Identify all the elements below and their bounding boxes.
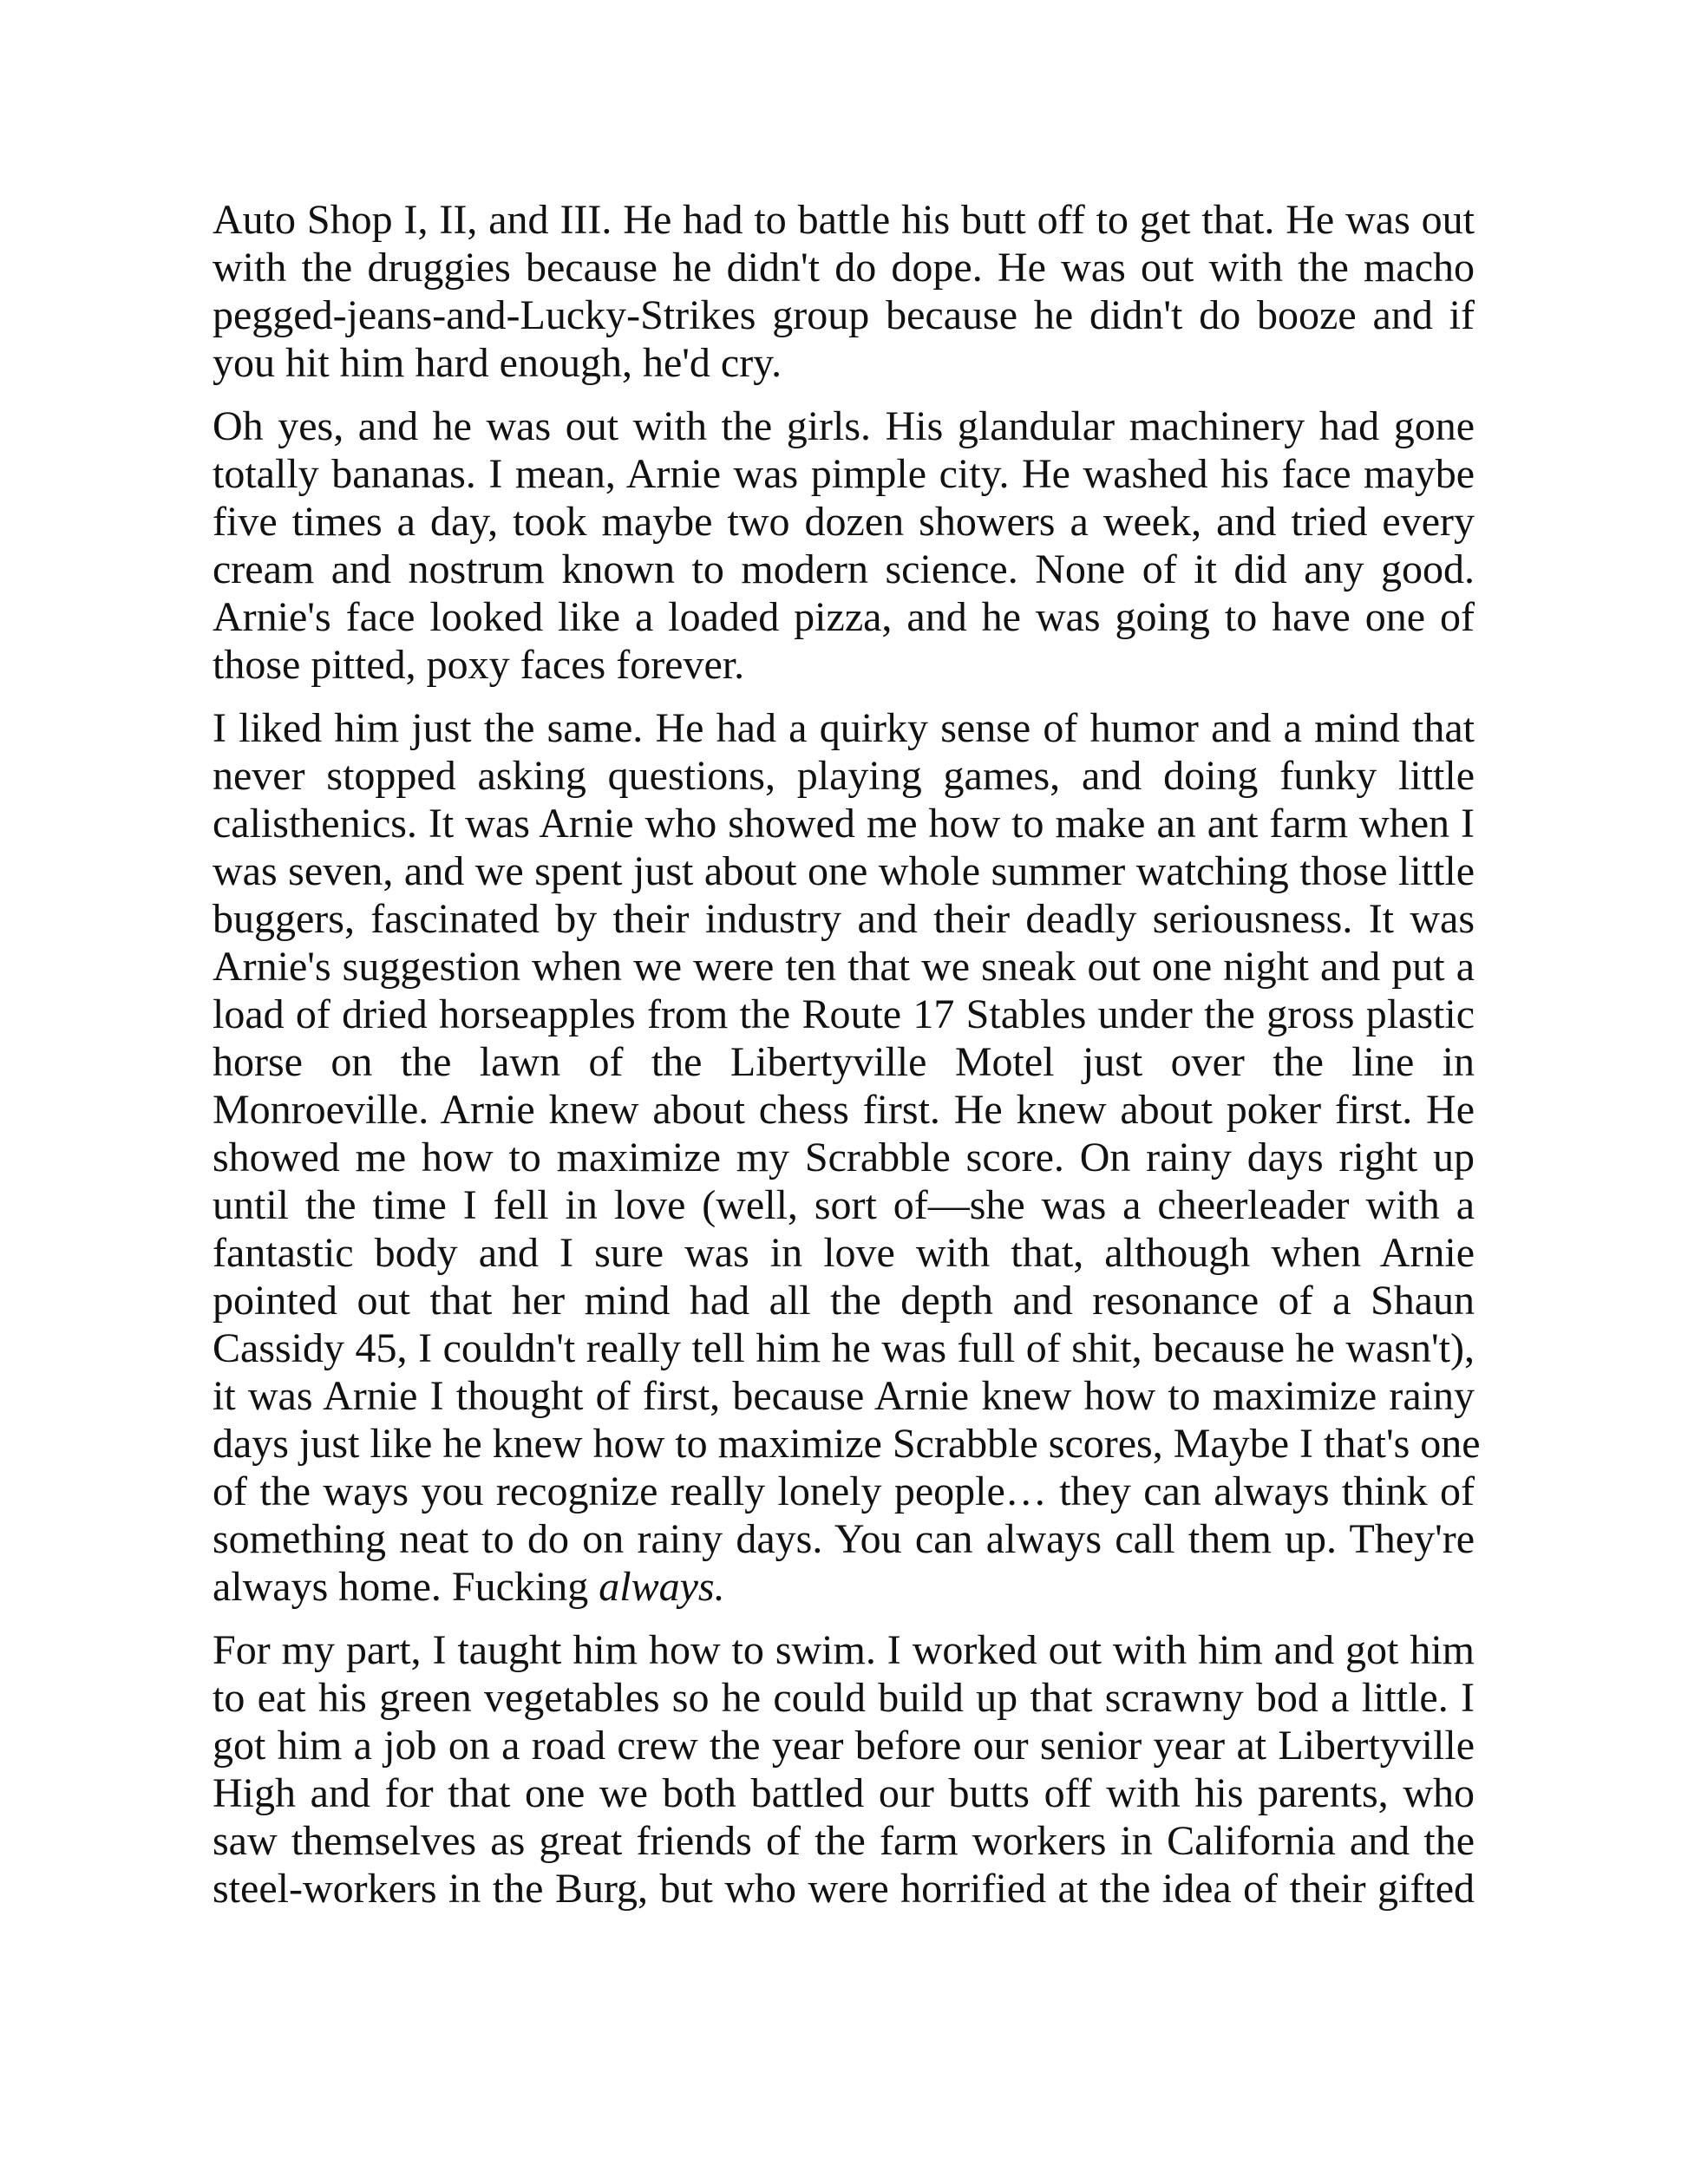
text-line: cream and nostrum known to modern science. None of it did any good.: [213, 546, 1475, 592]
text-line: until the time I fell in love (well, sort of—she was a cheerleader with a: [213, 1182, 1475, 1228]
text-line: with the druggies because he didn't do dope. He was out with the macho: [213, 245, 1475, 291]
text-line: Oh yes, and he was out with the girls. His glandular machinery had gone: [213, 403, 1475, 449]
text-line: [213, 1563, 1475, 1611]
text-line: buggers, fascinated by their industry and their deadly seriousness. It was: [213, 896, 1475, 942]
text-line: Arnie's face looked like a loaded pizza, and he was going to have one of: [213, 594, 1475, 640]
text-line: totally bananas. I mean, Arnie was pimple city. He washed his face maybe: [213, 451, 1475, 497]
text-line: Monroeville. Arnie knew about chess first. He knew about poker first. He: [213, 1087, 1475, 1133]
paragraph-1: [213, 196, 1475, 387]
body-text: [213, 196, 1481, 1928]
text-line: For my part, I taught him how to swim. I worked out with him and got him: [213, 1627, 1475, 1673]
text-line: Auto Shop I, II, and III. He had to battle his butt off to get that. He was out: [213, 197, 1475, 243]
text-line: load of dried horseapples from the Route 17 Stables under the gross plastic: [213, 991, 1475, 1037]
text-line: showed me how to maximize my Scrabble score. On rainy days right up: [213, 1135, 1475, 1180]
text-line: it was Arnie I thought of first, because Arnie knew how to maximize rainy: [213, 1373, 1475, 1419]
text-fragment: always home. Fucking: [213, 1564, 599, 1610]
text-line: I liked him just the same. He had a quirky sense of humor and a mind that: [213, 705, 1475, 751]
text-line: you hit him hard enough, he'd cry.: [213, 340, 782, 386]
text-line: steel-workers in the Burg, but who were horrified at the idea of their gifted: [213, 1866, 1475, 1912]
text-line: something neat to do on rainy days. You can always call them up. They're: [213, 1516, 1475, 1562]
text-line: five times a day, took maybe two dozen showers a week, and tried every: [213, 499, 1475, 545]
text-line: to eat his green vegetables so he could build up that scrawny bod a little. I: [213, 1675, 1475, 1721]
text-line: was seven, and we spent just about one whole summer watching those little: [213, 848, 1475, 894]
text-line: those pitted, poxy faces forever.: [213, 642, 745, 688]
text-line: Cassidy 45, I couldn't really tell him he was full of shit, because he wasn't),: [213, 1325, 1475, 1371]
text-line: got him a job on a road crew the year before our senior year at Libertyville: [213, 1723, 1475, 1769]
text-line: never stopped asking questions, playing games, and doing funky little: [213, 753, 1475, 799]
paragraph-2: [213, 402, 1475, 689]
text-line: pegged-jeans-and-Lucky-Strikes group because he didn't do booze and if: [213, 292, 1475, 338]
text-line: High and for that one we both battled our butts off with his parents, who: [213, 1770, 1475, 1816]
text-line: fantastic body and I sure was in love with that, although when Arnie: [213, 1230, 1475, 1276]
italic-emphasis: always.: [599, 1564, 725, 1610]
text-line: of the ways you recognize really lonely people… they can always think of: [213, 1468, 1475, 1514]
paragraph-4: [213, 1626, 1475, 1913]
text-line: days just like he knew how to maximize Scrabble scores, Maybe I that's one: [213, 1421, 1481, 1467]
text-line: saw themselves as great friends of the farm workers in California and the: [213, 1818, 1475, 1864]
text-line: calisthenics. It was Arnie who showed me how to make an ant farm when I: [213, 801, 1475, 847]
text-line: Arnie's suggestion when we were ten that we sneak out one night and put a: [213, 944, 1475, 990]
text-line: horse on the lawn of the Libertyville Motel just over the line in: [213, 1039, 1475, 1085]
paragraph-3: [213, 704, 1481, 1611]
text-line: pointed out that her mind had all the depth and resonance of a Shaun: [213, 1278, 1475, 1324]
